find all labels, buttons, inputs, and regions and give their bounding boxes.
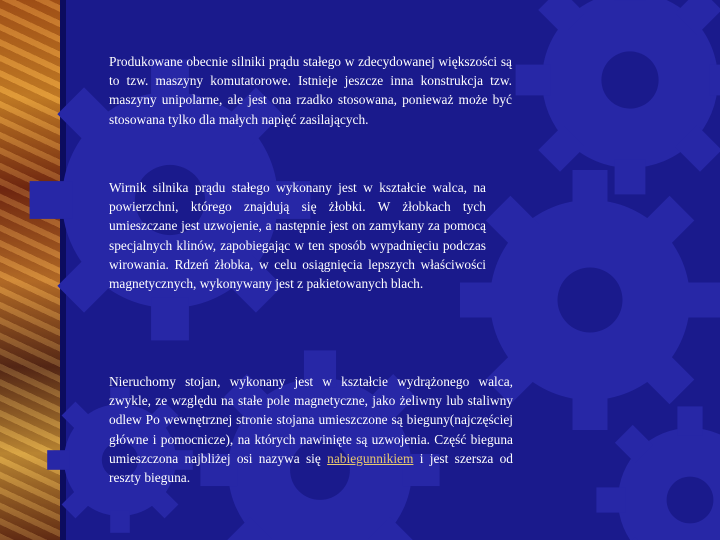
gear-icon — [516, 0, 720, 194]
paragraph-stator — [109, 372, 513, 487]
paragraph-stator-text: Nieruchomy stojan, wykonany jest w kształcie wydrążonego walca, zwykle, ze względu na stałe pole magnetyczne, jako żeliwny lub staliwny odlew Po wewnętrznej stronie stojana umieszczone są bieguny(najczęściej główne i pomocnicze), na których nawinięte są uzwojenia. Część bieguna umieszczona najbliżej osi nazywa się — [109, 374, 513, 466]
nabiegunnik-link[interactable]: nabiegunnikiem — [327, 450, 414, 466]
paragraph-intro: Produkowane obecnie silniki prądu stałego w zdecydowanej większości są to tzw. maszyny komutatorowe. Istnieje jeszcze inna konstrukcja tzw. maszyny unipolarne, ale jest ona rzadko stosowana, ponieważ może być stosowana tylko dla małych napięć zasilających. — [109, 54, 512, 127]
paragraph-stator-text-end: i jest szersza od reszty bieguna. — [109, 450, 513, 486]
paragraph-rotor: Wirnik silnika prądu stałego wykonany jest w kształcie walca, na powierzchni, którego znajdują się żłobki. W żłobkach tych umieszczane jest uzwojenie, a następnie jest on zamykany za pomocą specjalnych klinów, zapobiegając w ten sposób wypadnięciu podczas wirowania. Rdzeń żłobka, w celu osiągnięcia lepszych właściwości magnetycznych, wykonywany jest z pakietowanych blach. — [109, 180, 486, 292]
gear-icon — [596, 406, 720, 540]
